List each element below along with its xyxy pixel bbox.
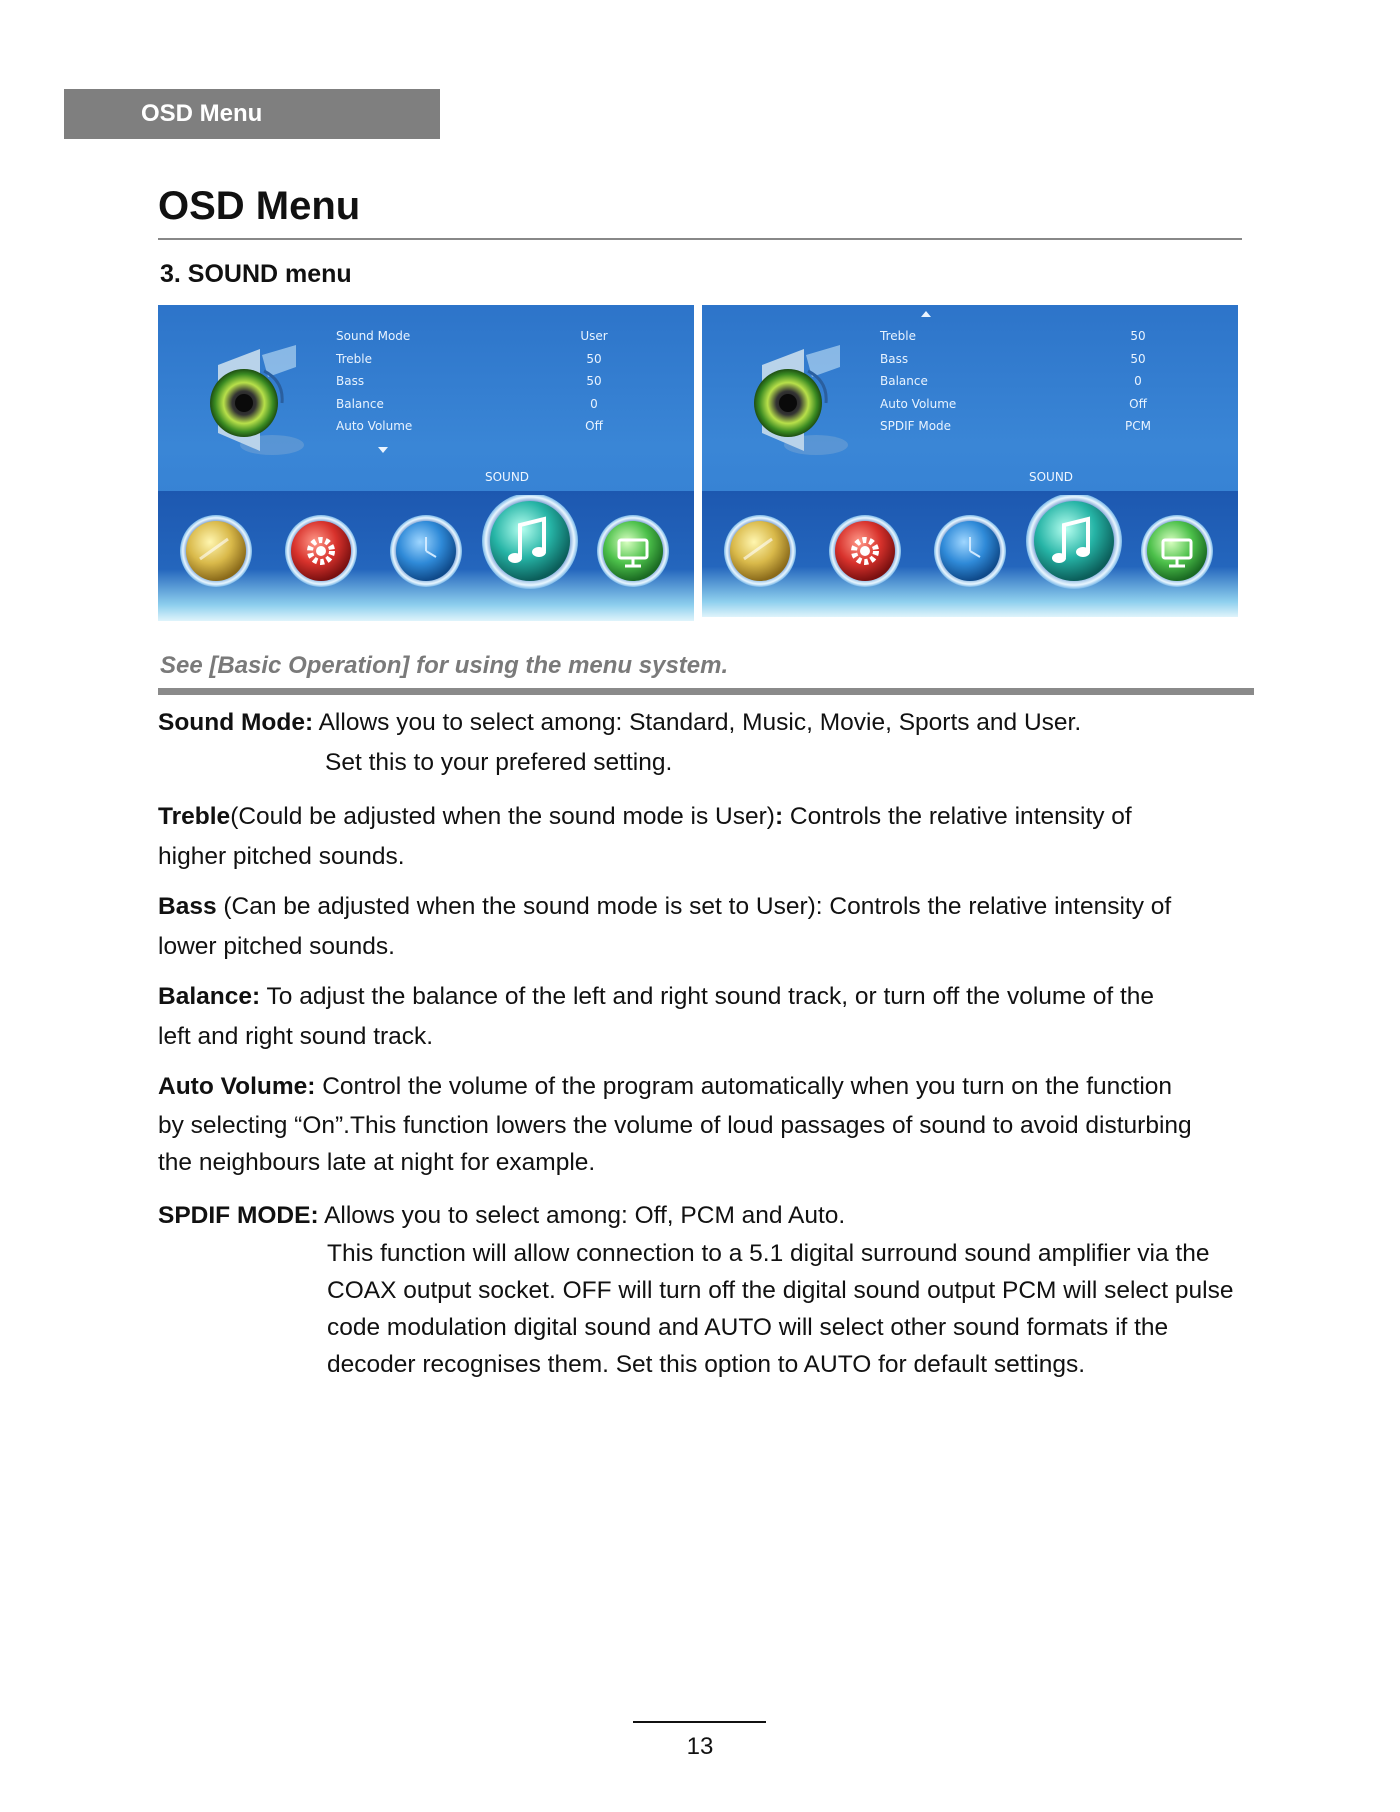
menu-row-label: Bass [880, 351, 909, 366]
term-label: SPDIF MODE: [158, 1202, 319, 1229]
spdif-mode-description-cont: This function will allow connection to a 5.1 digital surround sound amplifier via the [327, 1240, 1210, 1267]
treble-description-cont: higher pitched sounds. [158, 843, 405, 870]
menu-row-value: Off [1129, 396, 1147, 411]
section-heading: 3. SOUND menu [160, 260, 352, 288]
menu-row-bass[interactable] [336, 374, 636, 397]
sound-menu-list [880, 329, 1180, 442]
menu-row-treble[interactable] [880, 329, 1180, 352]
menu-row-value: Off [585, 419, 603, 433]
menu-caption: SOUND [1028, 470, 1074, 484]
menu-icon-dock [702, 495, 1238, 595]
menu-icon-dock [158, 495, 694, 595]
term-label: Balance: [158, 983, 261, 1010]
spdif-mode-description-cont: code modulation digital sound and AUTO will select other sound formats if the [327, 1314, 1169, 1341]
term-qualifier: (Could be adjusted when the sound mode is User) [230, 803, 775, 830]
term-label: Sound Mode: [158, 709, 314, 736]
setup-gear-icon[interactable] [285, 515, 357, 587]
bass-description [158, 888, 1171, 926]
balance-description-cont: left and right sound track. [158, 1023, 434, 1050]
setup-gear-icon[interactable] [829, 515, 901, 587]
menu-row-value: 0 [1134, 374, 1142, 388]
menu-row-value: 50 [1130, 329, 1146, 343]
menu-row-auto-volume[interactable] [336, 419, 636, 442]
auto-volume-description-cont: by selecting “On”.This function lowers the volume of loud passages of sound to avoid disturbing [158, 1112, 1192, 1139]
sound-menu-screenshot-1 [158, 305, 694, 621]
menu-row-label: Auto Volume [880, 396, 957, 411]
scroll-down-icon[interactable] [378, 447, 388, 453]
menu-row-spdif-mode[interactable] [880, 419, 1180, 442]
description-text: (Can be adjusted when the sound mode is set to User): Controls the relative intensity of [216, 893, 1172, 920]
menu-row-label: Auto Volume [336, 419, 413, 433]
term-label: Bass [158, 893, 217, 920]
menu-row-label: SPDIF Mode [880, 419, 952, 433]
spdif-mode-description-cont: COAX output socket. OFF will turn off the digital sound output PCM will select pulse [327, 1277, 1234, 1304]
menu-row-bass[interactable] [880, 352, 1180, 375]
spdif-mode-description [158, 1197, 845, 1235]
page-number-divider [633, 1721, 766, 1723]
sound-menu-screenshot-2 [702, 305, 1238, 617]
scroll-up-icon[interactable] [921, 311, 931, 317]
menu-row-label: Balance [880, 374, 928, 388]
description-text: To adjust the balance of the left and right sound track, or turn off the volume of the [260, 983, 1155, 1010]
menu-row-auto-volume[interactable] [880, 397, 1180, 420]
spdif-mode-description-cont: decoder recognises them. Set this option to AUTO for default settings. [327, 1351, 1086, 1378]
menu-row-value: PCM [1125, 419, 1151, 433]
description-text: Control the volume of the program automatically when you turn on the function [315, 1073, 1173, 1100]
balance-description [158, 978, 1154, 1016]
title-divider [158, 238, 1242, 240]
menu-row-value: User [580, 329, 608, 343]
page-number: 13 [686, 1733, 714, 1760]
time-clock-icon[interactable] [390, 515, 462, 587]
picture-menu-icon[interactable] [724, 515, 796, 587]
menu-row-sound-mode[interactable] [336, 329, 636, 352]
speaker-icon [200, 341, 310, 461]
menu-row-label: Treble [880, 329, 916, 343]
menu-row-label: Bass [336, 374, 365, 388]
sound-music-note-icon[interactable] [1026, 495, 1122, 589]
figure-caption: See [Basic Operation] for using the menu system. [160, 652, 729, 679]
header-tab: OSD Menu [64, 89, 440, 139]
menu-row-value: 50 [1130, 351, 1146, 366]
picture-menu-icon[interactable] [180, 515, 252, 587]
treble-description [158, 798, 1132, 836]
menu-row-label: Sound Mode [336, 329, 411, 343]
menu-row-label: Balance [336, 396, 384, 411]
menu-caption: SOUND [484, 470, 530, 484]
channel-monitor-icon[interactable] [1141, 515, 1213, 587]
page-title: OSD Menu [158, 184, 361, 228]
channel-monitor-icon[interactable] [597, 515, 669, 587]
menu-row-value: 0 [590, 396, 598, 411]
description-text: Controls the relative intensity of [783, 803, 1132, 830]
auto-volume-description-cont: the neighbours late at night for example. [158, 1149, 596, 1176]
menu-row-balance[interactable] [336, 397, 636, 420]
caption-divider [158, 688, 1254, 695]
sound-mode-description [158, 704, 1081, 742]
time-clock-icon[interactable] [934, 515, 1006, 587]
term-label: Auto Volume: [158, 1073, 316, 1100]
sound-mode-description-cont: Set this to your prefered setting. [325, 749, 673, 776]
speaker-icon [744, 341, 854, 461]
auto-volume-description [158, 1068, 1172, 1106]
menu-row-balance[interactable] [880, 374, 1180, 397]
sound-menu-list [336, 329, 636, 442]
menu-row-value: 50 [586, 351, 602, 366]
description-text: Allows you to select among: Off, PCM and Auto. [318, 1202, 846, 1229]
menu-row-label: Treble [336, 351, 372, 366]
sound-music-note-icon[interactable] [482, 495, 578, 589]
term-label: Treble [158, 803, 231, 830]
bass-description-cont: lower pitched sounds. [158, 933, 395, 960]
term-colon: : [774, 803, 784, 830]
description-text: Allows you to select among: Standard, Music, Movie, Sports and User. [313, 709, 1082, 736]
menu-row-treble[interactable] [336, 352, 636, 375]
menu-row-value: 50 [586, 374, 602, 388]
